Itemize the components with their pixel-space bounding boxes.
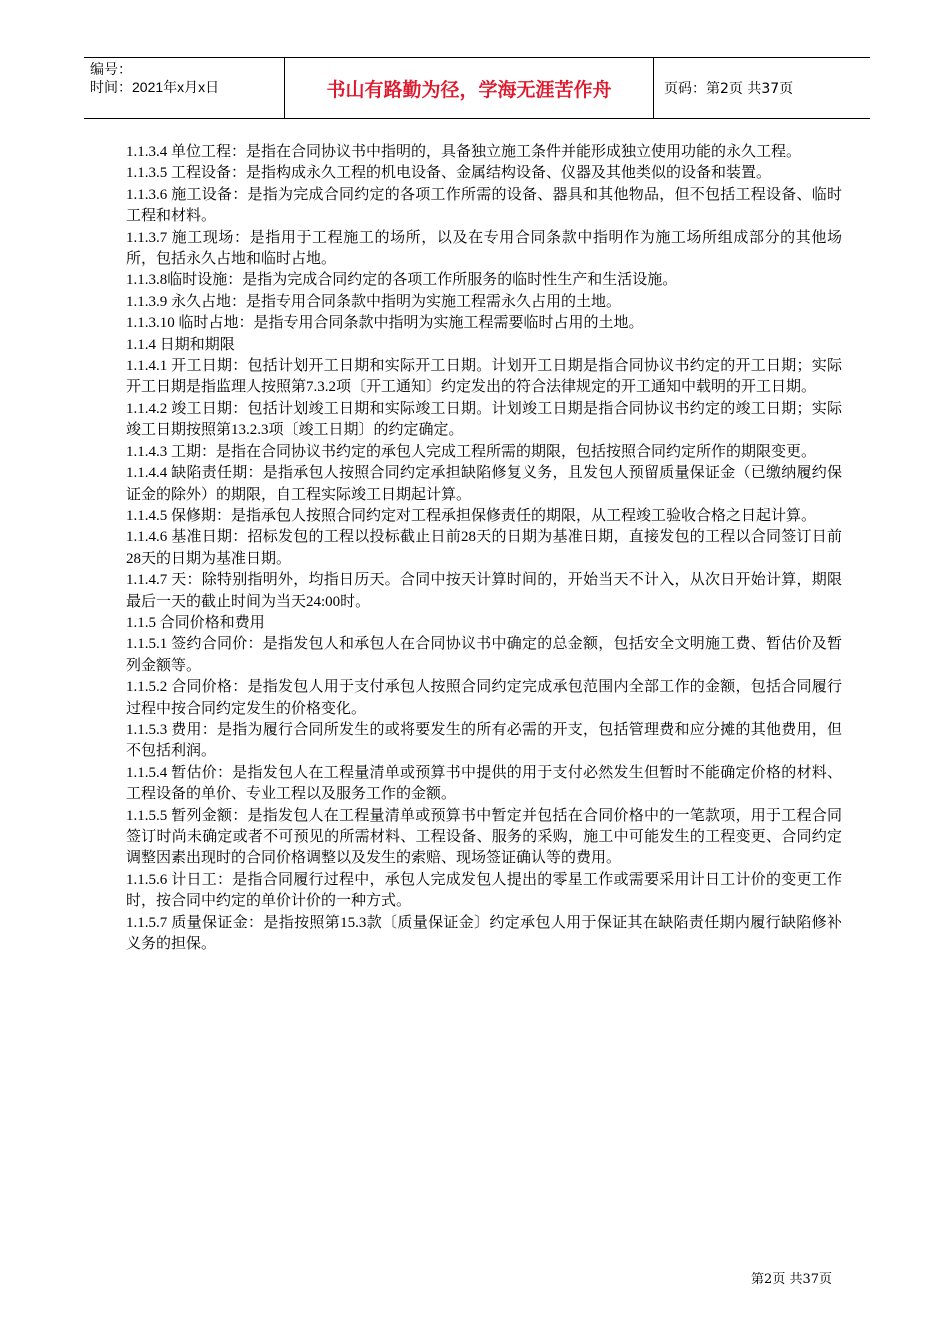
paragraph: 1.1.5.5 暂列金额：是指发包人在工程量清单或预算书中暂定并包括在合同价格中的一笔款项，用于工程合同签订时尚未确定或者不可预见的所需材料、工程设备、服务的采购，施工中可能发生的工程变更、合同约定调整因素出现时的合同价格调整以及发生的索赔、现场签证确认等的费用。 [126, 807, 842, 867]
paragraph: 1.1.3.9 永久占地：是指专用合同条款中指明为实施工程需永久占用的土地。 [126, 293, 622, 310]
page-footer: 第2页 共37页 [751, 1272, 832, 1287]
paragraph: 1.1.3.4 单位工程：是指在合同协议书中指明的，具备独立施工条件并能形成独立使用功能的永久工程。 [126, 144, 802, 160]
header-page-info: 页码：第2页 共37页 [664, 81, 794, 97]
paragraph: 1.1.4.2 竣工日期：包括计划竣工日期和实际竣工日期。计划竣工日期是指合同协议书约定的竣工日期；实际竣工日期按照第13.2.3项〔竣工日期〕的约定确定。 [126, 400, 842, 439]
section-heading: 1.1.5 合同价格和费用 [126, 614, 265, 631]
time-label: 时间：2021年x月x日 [90, 79, 220, 95]
paragraph: 1.1.5.1 签约合同价：是指发包人和承包人在合同协议书中确定的总金额，包括安全文明施工费、暂估价及暂列金额等。 [126, 636, 842, 674]
paragraph: 1.1.5.2 合同价格：是指发包人用于支付承包人按照合同约定完成承包范围内全部工作的金额，包括合同履行过程中按合同约定发生的价格变化。 [126, 679, 842, 717]
paragraph: 1.1.3.8临时设施：是指为完成合同约定的各项工作所服务的临时性生产和生活设施。 [126, 272, 678, 289]
paragraph: 1.1.5.3 费用：是指为履行合同所发生的或将要发生的所有必需的开支，包括管理费和应分摊的其他费用，但不包括利润。 [126, 721, 842, 760]
paragraph: 1.1.4.1 开工日期：包括计划开工日期和实际开工日期。计划开工日期是指合同协议书约定的开工日期；实际开工日期是指监理人按照第7.3.2项〔开工通知〕约定发出的符合法律规定的开工通知中载明的开工日期。 [126, 358, 842, 396]
paragraph: 1.1.4.7 天：除特别指明外，均指日历天。合同中按天计算时间的，开始当天不计入，从次日开始计算，期限最后一天的截止时间为当天24:00时。 [126, 572, 842, 610]
paragraph: 1.1.3.7 施工现场：是指用于工程施工的场所，以及在专用合同条款中指明作为施工场所组成部分的其他场所，包括永久占地和临时占地。 [126, 229, 842, 268]
header-motto: 书山有路勤为径，学海无涯苦作舟 [284, 58, 654, 118]
paragraph: 1.1.5.7 质量保证金：是指按照第15.3款〔质量保证金〕约定承包人用于保证其在缺陷责任期内履行缺陷修补义务的担保。 [126, 914, 842, 953]
paragraph: 1.1.4.5 保修期：是指承包人按照合同约定对工程承担保修责任的期限，从工程竣工验收合格之日起计算。 [126, 507, 817, 524]
document-body [126, 142, 842, 955]
section-heading: 1.1.4 日期和期限 [126, 336, 235, 353]
paragraph: 1.1.4.3 工期：是指在合同协议书约定的承包人完成工程所需的期限，包括按照合同约定所作的期限变更。 [126, 443, 817, 460]
paragraph: 1.1.5.4 暂估价：是指发包人在工程量清单或预算书中提供的用于支付必然发生但暂时不能确定价格的材料、工程设备的单价、专业工程以及服务工作的金额。 [126, 764, 842, 803]
header-meta [84, 58, 284, 118]
paragraph: 1.1.3.6 施工设备：是指为完成合同约定的各项工作所需的设备、器具和其他物品，但不包括工程设备、临时工程和材料。 [126, 186, 842, 225]
paragraph: 1.1.3.10 临时占地：是指专用合同条款中指明为实施工程需要临时占用的土地。 [126, 315, 644, 332]
paragraph: 1.1.4.6 基准日期：招标发包的工程以投标截止日前28天的日期为基准日期，直接发包的工程以合同签订日前28天的日期为基准日期。 [126, 529, 842, 567]
paragraph: 1.1.4.4 缺陷责任期：是指承包人按照合同约定承担缺陷修复义务，且发包人预留质量保证金（已缴纳履约保证金的除外）的期限，自工程实际竣工日期起计算。 [126, 465, 842, 503]
paragraph: 1.1.3.5 工程设备：是指构成永久工程的机电设备、金属结构设备、仪器及其他类似的设备和装置。 [126, 165, 772, 182]
paragraph: 1.1.5.6 计日工：是指合同履行过程中，承包人完成发包人提出的零星工作或需要采用计日工计价的变更工作时，按合同中约定的单价计价的一种方式。 [126, 871, 842, 910]
page-header [84, 57, 870, 119]
number-label: 编号： [90, 61, 132, 77]
